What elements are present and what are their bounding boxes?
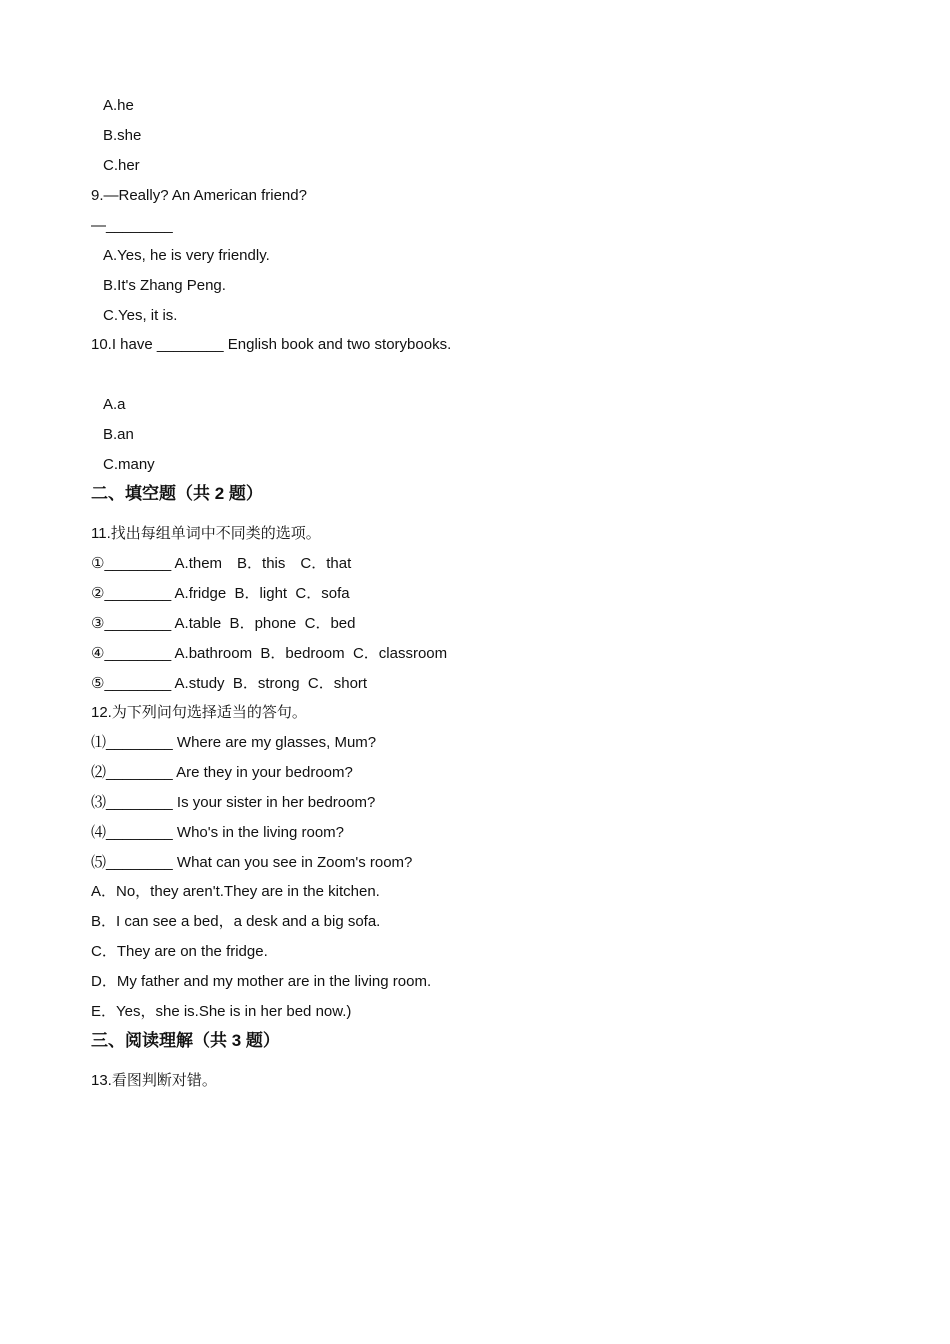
q9-stem: 9.—Really? An American friend? <box>91 187 307 204</box>
q9-option-a: A.Yes, he is very friendly. <box>103 247 270 264</box>
q8-option-c: C.her <box>103 157 140 174</box>
q9-reply-blank: —________ <box>91 217 173 234</box>
q11-stem: 11.找出每组单词中不同类的选项。 <box>91 525 321 542</box>
q9-option-b: B.It's Zhang Peng. <box>103 277 226 294</box>
q12-answer-a: A．No，they aren't.They are in the kitchen. <box>91 883 380 900</box>
q11-item-3: ③________ A.table B．phone C．bed <box>91 615 356 632</box>
q12-question-4: ⑷________ Who's in the living room? <box>91 824 345 841</box>
q12-answer-c: C．They are on the fridge. <box>91 943 268 960</box>
q12-question-2: ⑵________ Are they in your bedroom? <box>91 764 353 781</box>
q8-option-a: A.he <box>103 97 134 114</box>
q10-option-a: A.a <box>103 396 126 413</box>
q11-item-4: ④________ A.bathroom B．bedroom C．classroom <box>91 645 448 662</box>
q10-stem: 10.I have ________ English book and two storybooks. <box>91 336 452 353</box>
q10-option-c: C.many <box>103 456 155 473</box>
q12-answer-e: E．Yes，she is.She is in her bed now.) <box>91 1003 352 1020</box>
section-2-heading: 二、填空题（共 2 题） <box>91 484 263 503</box>
q9-option-c: C.Yes, it is. <box>103 307 178 324</box>
q12-question-1: ⑴________ Where are my glasses, Mum? <box>91 734 377 751</box>
q11-item-2: ②________ A.fridge B．light C．sofa <box>91 585 350 602</box>
q10-option-b: B.an <box>103 426 134 443</box>
q11-item-1: ①________ A.them B．this C．that <box>91 555 352 572</box>
q12-answer-b: B．I can see a bed，a desk and a big sofa. <box>91 913 381 930</box>
q12-question-5: ⑸________ What can you see in Zoom's room? <box>91 854 413 871</box>
q13-stem: 13.看图判断对错。 <box>91 1072 217 1089</box>
q12-answer-d: D．My father and my mother are in the living room. <box>91 973 432 990</box>
q12-stem: 12.为下列问句选择适当的答句。 <box>91 704 307 721</box>
section-3-heading: 三、阅读理解（共 3 题） <box>91 1031 280 1050</box>
q11-item-5: ⑤________ A.study B．strong C．short <box>91 675 368 692</box>
q12-question-3: ⑶________ Is your sister in her bedroom? <box>91 794 376 811</box>
q8-option-b: B.she <box>103 127 142 144</box>
